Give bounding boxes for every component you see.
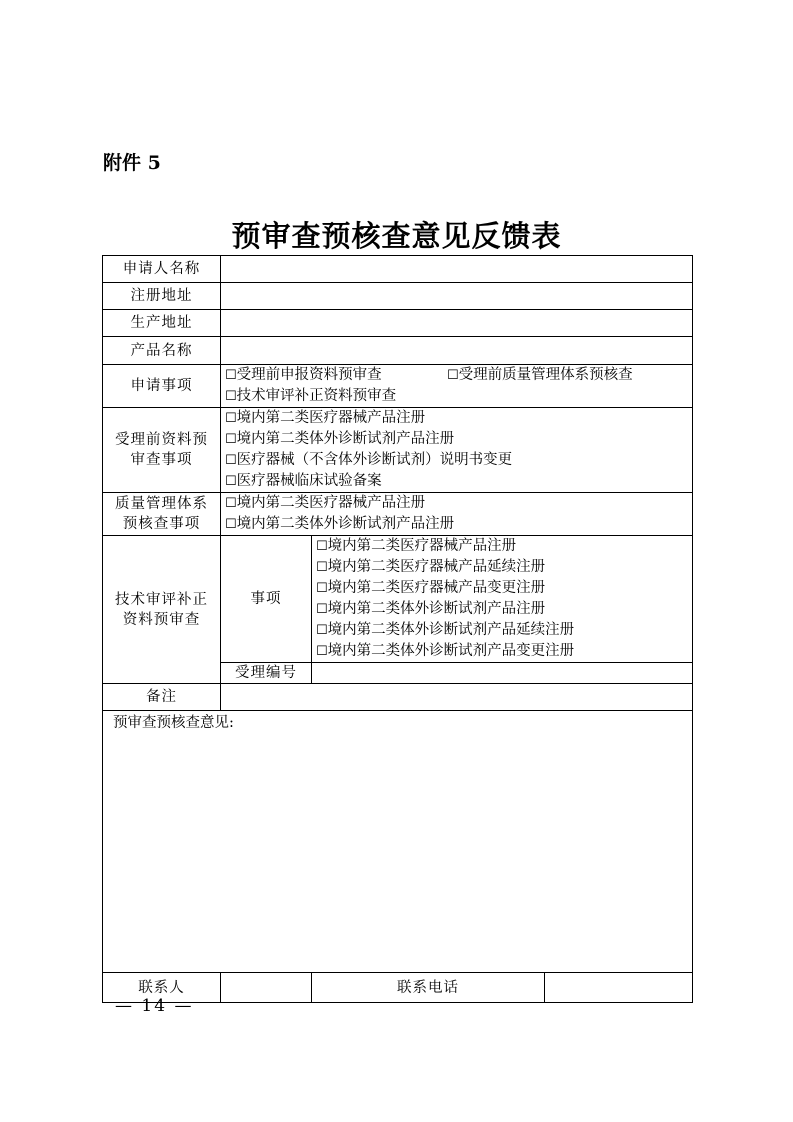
option-label: 技术审评补正资料预审查 (236, 388, 397, 404)
checkbox-option[interactable] (225, 429, 688, 450)
remarks-label: 备注 (103, 684, 221, 711)
option-label: 医疗器械（不含体外诊断试剂）说明书变更 (236, 452, 513, 468)
checkbox-option[interactable] (316, 536, 688, 557)
product-name-label: 产品名称 (103, 337, 221, 365)
checkbox-icon: ☐ (316, 539, 328, 554)
production-address-label: 生产地址 (103, 310, 221, 337)
option-label: 境内第二类医疗器械产品变更注册 (327, 580, 546, 596)
application-items-options (221, 365, 693, 408)
option-label: 境内第二类体外诊断试剂产品变更注册 (327, 643, 575, 659)
checkbox-option[interactable] (225, 365, 447, 386)
checkbox-option[interactable] (316, 578, 688, 599)
contact-person-field[interactable] (221, 973, 312, 1003)
document-title: 预审查预核查意见反馈表 (231, 219, 562, 253)
applicant-name-field[interactable] (221, 256, 693, 283)
option-label: 医疗器械临床试验备案 (236, 473, 382, 489)
tech-review-options (312, 536, 693, 663)
option-label: 境内第二类医疗器械产品注册 (236, 410, 426, 426)
pre-acceptance-review-options (221, 408, 693, 493)
checkbox-option[interactable] (225, 408, 688, 429)
contact-phone-label: 联系电话 (312, 973, 545, 1003)
checkbox-option[interactable] (225, 386, 688, 407)
checkbox-icon: ☐ (225, 517, 237, 532)
tech-review-label (103, 536, 221, 684)
checkbox-icon: ☐ (316, 644, 328, 659)
label-line: 资料预审查 (122, 611, 201, 628)
checkbox-icon: ☐ (316, 581, 328, 596)
option-label: 受理前申报资料预审查 (236, 367, 382, 383)
label-line: 受理前资料预 (115, 432, 208, 448)
checkbox-icon: ☐ (225, 389, 237, 404)
checkbox-icon: ☐ (447, 368, 459, 383)
checkbox-option[interactable] (225, 493, 688, 514)
feedback-form-table (102, 255, 693, 1003)
checkbox-icon: ☐ (225, 453, 237, 468)
checkbox-option[interactable] (316, 641, 688, 662)
acceptance-no-field[interactable] (312, 663, 693, 684)
checkbox-icon: ☐ (225, 432, 237, 447)
option-label: 境内第二类体外诊断试剂产品注册 (327, 601, 546, 617)
contact-phone-field[interactable] (545, 973, 693, 1003)
product-name-field[interactable] (221, 337, 693, 365)
option-label: 境内第二类体外诊断试剂产品注册 (236, 516, 455, 532)
opinion-label: 预审查预核查意见: (113, 715, 234, 731)
checkbox-icon: ☐ (316, 602, 328, 617)
registered-address-label: 注册地址 (103, 283, 221, 310)
checkbox-icon: ☐ (225, 496, 237, 511)
option-label: 受理前质量管理体系预核查 (458, 367, 633, 383)
checkbox-icon: ☐ (316, 560, 328, 575)
attachment-label: 附件 5 (103, 152, 161, 174)
checkbox-icon: ☐ (225, 368, 237, 383)
registered-address-field[interactable] (221, 283, 693, 310)
checkbox-icon: ☐ (225, 474, 237, 489)
contact-person-label: 联系人 (103, 973, 221, 1003)
checkbox-option[interactable] (225, 471, 688, 492)
qms-check-label (103, 493, 221, 536)
checkbox-option[interactable] (225, 514, 688, 535)
checkbox-option[interactable] (316, 557, 688, 578)
option-label: 境内第二类体外诊断试剂产品延续注册 (327, 622, 575, 638)
label-line: 质量管理体系 (115, 496, 208, 512)
production-address-field[interactable] (221, 310, 693, 337)
page-number: — 14 — (115, 996, 194, 1016)
option-label: 境内第二类医疗器械产品注册 (236, 495, 426, 511)
qms-check-options (221, 493, 693, 536)
option-label: 境内第二类医疗器械产品注册 (327, 538, 517, 554)
tech-review-items-label: 事项 (221, 536, 312, 663)
checkbox-option[interactable] (316, 599, 688, 620)
checkbox-icon: ☐ (316, 623, 328, 638)
option-label: 境内第二类体外诊断试剂产品注册 (236, 431, 455, 447)
label-line: 技术审评补正 (115, 591, 208, 608)
pre-acceptance-review-label (103, 408, 221, 493)
opinion-field[interactable] (103, 711, 693, 973)
checkbox-icon: ☐ (225, 411, 237, 426)
application-items-label: 申请事项 (103, 365, 221, 408)
checkbox-option[interactable] (316, 620, 688, 641)
option-label: 境内第二类医疗器械产品延续注册 (327, 559, 546, 575)
label-line: 审查事项 (130, 452, 193, 468)
remarks-field[interactable] (221, 684, 693, 711)
applicant-name-label: 申请人名称 (103, 256, 221, 283)
checkbox-option[interactable] (447, 365, 633, 386)
checkbox-option[interactable] (225, 450, 688, 471)
acceptance-no-label: 受理编号 (221, 663, 312, 684)
label-line: 预核查事项 (122, 516, 201, 532)
